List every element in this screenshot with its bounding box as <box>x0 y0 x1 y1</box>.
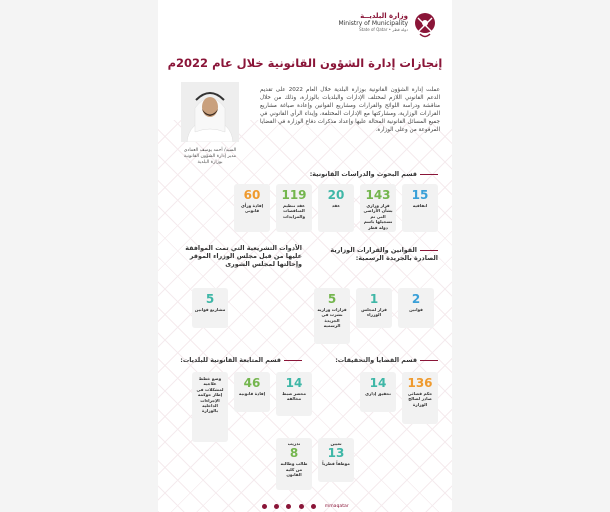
stat-card <box>276 372 312 416</box>
stat-card <box>398 288 434 328</box>
director-profile <box>168 82 252 166</box>
director-name: السيد/ أحمد يوسف العمادي <box>183 148 237 153</box>
stat-label: عقد <box>331 203 341 208</box>
stat-value: 14 <box>285 376 303 390</box>
stat-card <box>234 184 270 232</box>
stat-card <box>318 184 354 232</box>
logo-state: State of Qatar • دولة قطر <box>359 27 408 32</box>
stat-value: 5 <box>205 292 215 306</box>
stat-value: 5 <box>327 292 337 306</box>
social-footer <box>158 496 452 508</box>
research-section-title: قسم البحوث والدراسات القانونية: <box>310 170 438 178</box>
stat-label: محضر ضبط مخالفة <box>281 391 307 402</box>
qatar-emblem-icon <box>412 10 438 40</box>
stat-value: 136 <box>407 376 433 390</box>
tools-section-title: الأدوات التشريعية التي تمت الموافقة عليها من قبل مجلس الوزراء الموقر وإحالتها لمجلس الشورى <box>185 244 302 268</box>
stat-label: قرار لمجلس الوزراء <box>361 307 387 318</box>
stat-card <box>318 438 354 482</box>
director-org: بوزارة البلدية <box>197 160 223 165</box>
director-photo <box>181 82 239 142</box>
stat-label: قرار وزاري بشأن الأراضي التي تم تسجيلها باسم دولة قطر <box>363 203 393 230</box>
followup-section-title: قسم المتابعة القانونية للبلديات: <box>180 356 302 364</box>
stat-card <box>360 184 396 232</box>
stat-card <box>192 288 228 328</box>
stat-card <box>276 438 312 490</box>
stat-card <box>402 372 438 424</box>
logo-name-ar: وزارة البلديــة <box>360 12 408 20</box>
stat-value: 2 <box>411 292 421 306</box>
logo-name-en: Ministry of Municipality <box>338 20 408 27</box>
youtube-icon[interactable] <box>299 504 304 509</box>
infographic-page <box>158 0 452 512</box>
page-title: إنجازات إدارة الشؤون القانونية خلال عام 2022م <box>167 56 443 70</box>
stat-label: وضع خطط علاجية لمشكلات في إطار حوكمة الإجراءات الداخلية بالوزارة <box>196 376 224 414</box>
stat-card <box>234 372 270 412</box>
stat-label: حكم قضائي صادر لصالح الوزارة <box>407 391 433 407</box>
stat-value: 119 <box>281 188 307 202</box>
stat-label: عقد تنظيم المناقصات والمزايدات <box>282 203 306 219</box>
stat-value: 1 <box>369 292 379 306</box>
director-role: مدير إدارة الشؤون القانونية <box>183 154 237 159</box>
stat-label: اتفاقية <box>412 203 428 208</box>
stat-value: 8 <box>289 446 299 461</box>
cases-section-title: قسم القضايا والتحقيقات: <box>335 356 438 364</box>
snapchat-icon[interactable] <box>311 504 316 509</box>
stat-label: مشاريع قوانين <box>194 307 226 312</box>
social-handle: mmaqatar <box>324 504 349 509</box>
ministry-logo <box>328 10 438 40</box>
stat-card <box>276 184 312 232</box>
stat-label: قوانين <box>409 307 423 312</box>
stat-card <box>192 372 228 442</box>
stat-value: 14 <box>369 376 387 390</box>
laws-section-title: القوانين والقرارات الوزارية الصادرة بالجريدة الرسمية: <box>330 246 438 262</box>
stat-label: إفادة ورأي قانوني <box>240 203 264 214</box>
stat-label: تحقيق إداري <box>365 391 391 396</box>
stat-card <box>314 288 350 344</box>
stat-label: إفادة قانونية <box>238 391 266 396</box>
stat-value: 143 <box>365 188 391 202</box>
stat-card <box>356 288 392 328</box>
stat-caption: تدريب <box>287 441 301 446</box>
stat-value: 20 <box>327 188 345 202</box>
stat-card <box>360 372 396 412</box>
intro-paragraph: عملت إدارة الشؤون القانونية بوزارة البلدية خلال العام 2022 على تقديم الدعم القانوني اللازم لمختلف الإدارات والبلديات بالوزارة، وذلك من خلال مناقشة ودراسة اللوائح والقرارات ومشاريع القوانين وإعادة صياغة مشاريع القرارات الوزارية، ومشاركتها مع الإدارات المختلفة، وإبداء الرأي القانوني في جميع المسائل القانونية المحالة عليها وإعداد مذكرات دفاع الوزارة في القضايا المرفوعة من وعلى الوزارة. <box>260 87 440 133</box>
stat-caption: تعيين <box>330 441 342 446</box>
stat-value: 46 <box>243 376 261 390</box>
stat-label: موظفاً قطرياً <box>322 461 350 467</box>
stat-value: 13 <box>327 446 345 461</box>
stat-label: طالب وطالبة من كلية القانون <box>280 461 308 478</box>
stat-value: 60 <box>243 188 261 202</box>
stat-value: 15 <box>411 188 429 202</box>
stat-label: قرارات وزارية نشرت في الجريدة الرسمية <box>317 307 347 329</box>
stat-card <box>402 184 438 232</box>
